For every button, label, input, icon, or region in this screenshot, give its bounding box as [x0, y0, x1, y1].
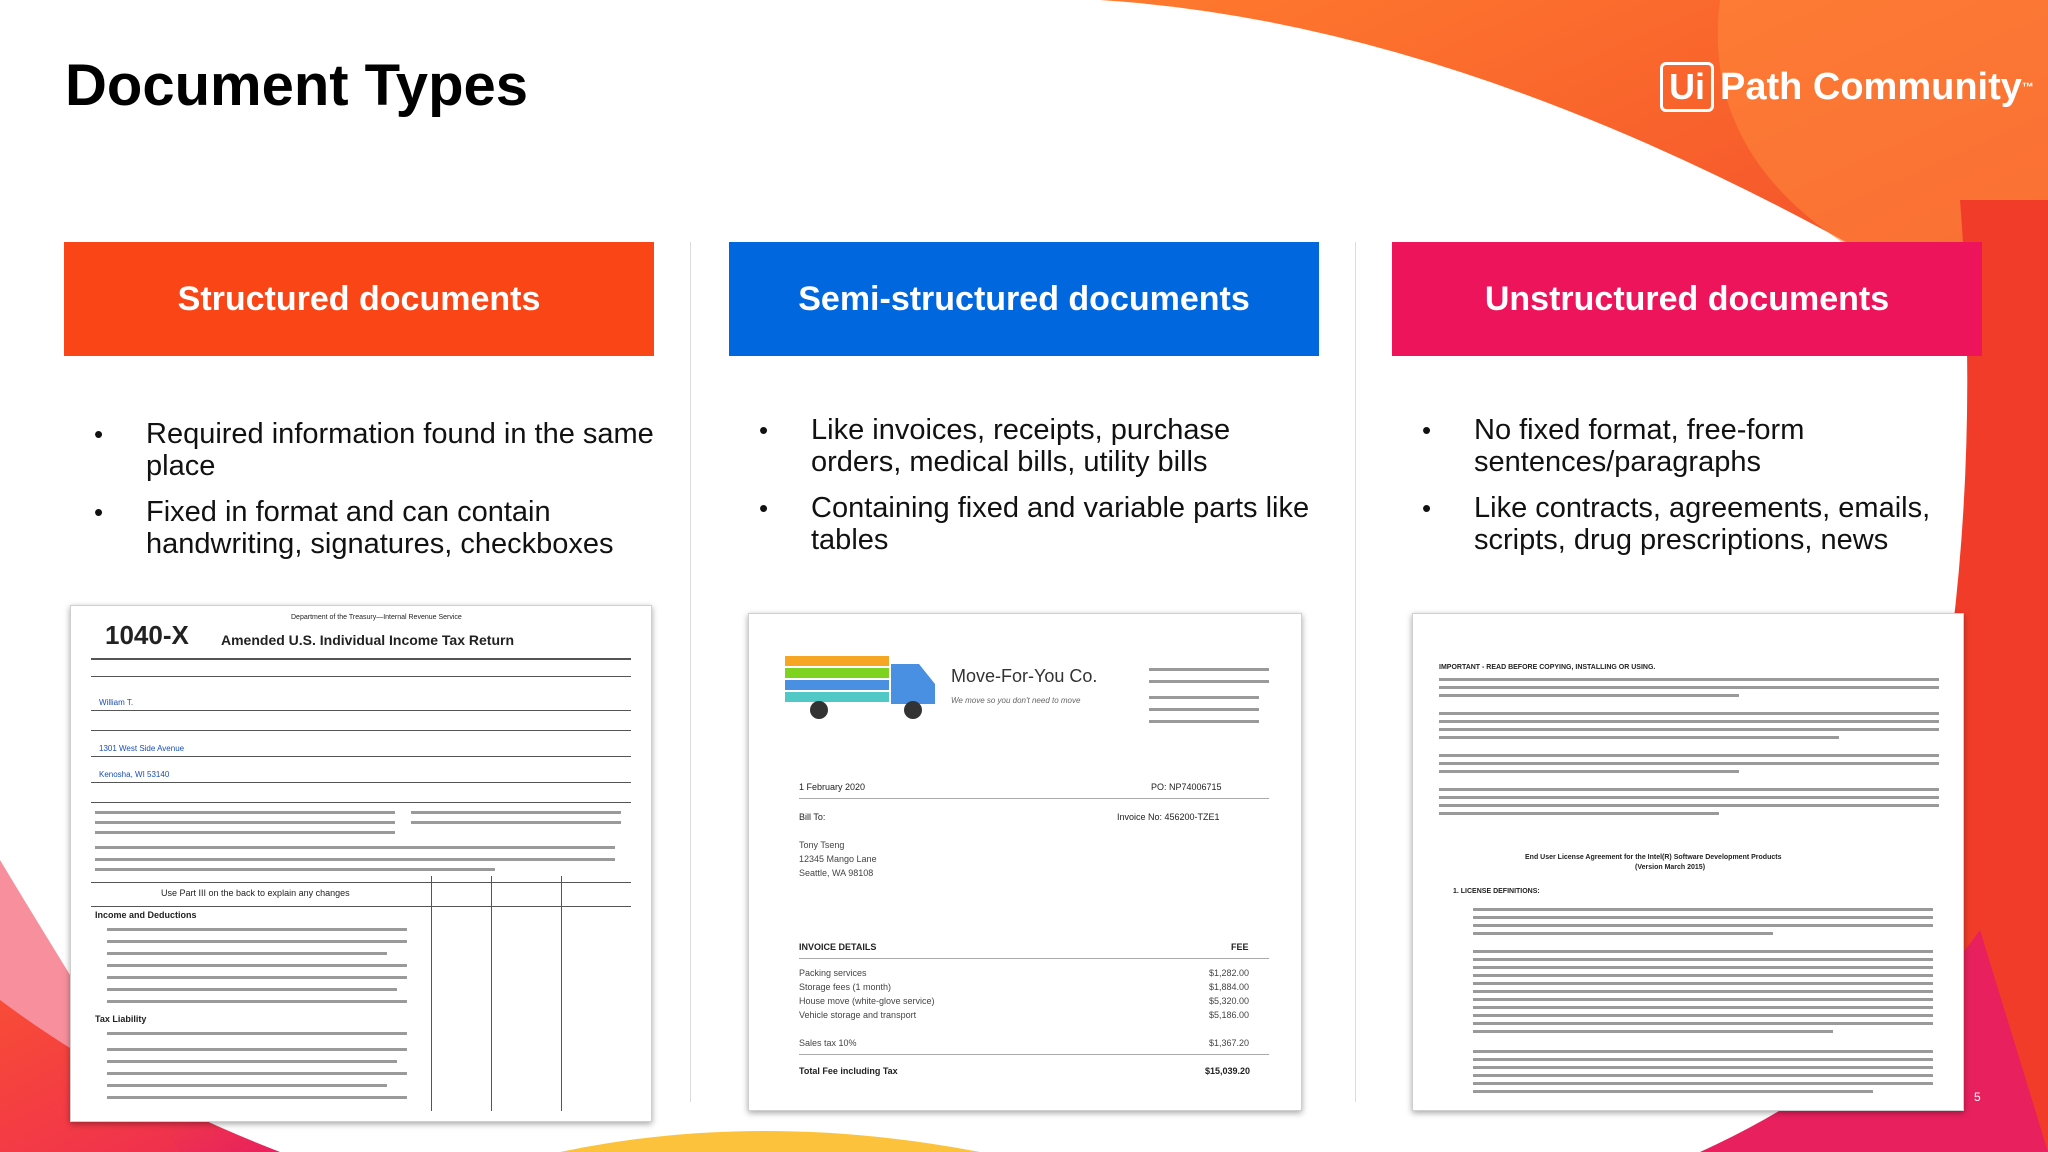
contract-section: 1. LICENSE DEFINITIONS: — [1453, 888, 1540, 895]
invoice-total-fee: $15,039.20 — [1205, 1066, 1251, 1076]
invoice-item-fee: $5,186.00 — [1209, 1010, 1250, 1020]
column-unstructured — [1392, 242, 1982, 556]
invoice-fee-header: FEE — [1231, 942, 1249, 952]
taxpayer-city: Kenosha, WI 53140 — [99, 770, 170, 779]
bullet-list-structured — [94, 418, 654, 574]
form-section-tax: Tax Liability — [95, 1014, 147, 1024]
column-structured — [64, 242, 654, 560]
invoice-date: 1 February 2020 — [799, 782, 866, 792]
form-department: Department of the Treasury—Internal Revenue Service — [291, 614, 462, 621]
invoice-item-desc: Vehicle storage and transport — [799, 1010, 917, 1020]
invoice-item-desc: House move (white-glove service) — [799, 996, 935, 1006]
invoice-po: PO: NP74006715 — [1151, 782, 1222, 792]
column-divider — [690, 242, 691, 1102]
bullet-item: • No fixed format, free-form sentences/paragraphs — [1422, 414, 1982, 478]
invoice-item-fee: $5,320.00 — [1209, 996, 1250, 1006]
header-unstructured: Unstructured documents — [1392, 242, 1982, 356]
bullet-item: • Like contracts, agreements, emails, scripts, drug prescriptions, news — [1422, 492, 1982, 556]
invoice-company: Move-For-You Co. — [951, 666, 1098, 686]
contract-heading: IMPORTANT - READ BEFORE COPYING, INSTALLING OR USING. — [1439, 664, 1656, 671]
form-id: 1040-X — [105, 620, 189, 650]
invoice-sales-tax: Sales tax 10% — [799, 1038, 857, 1048]
logo-trademark: ™ — [2021, 80, 2034, 94]
bullet-item: • Fixed in format and can contain handwriting, signatures, checkboxes — [94, 496, 654, 560]
contract-image — [1412, 613, 1964, 1111]
invoice-bill-to: Bill To: — [799, 812, 826, 822]
header-semi-structured: Semi-structured documents — [729, 242, 1319, 356]
bullet-list-unstructured — [1422, 414, 1982, 570]
invoice-details-header: INVOICE DETAILS — [799, 942, 877, 952]
uipath-logo-icon: Ui — [1660, 62, 1714, 112]
column-divider — [1355, 242, 1356, 1102]
bullet-item: • Like invoices, receipts, purchase orders, medical bills, utility bills — [759, 414, 1319, 478]
invoice-item-fee: $1,282.00 — [1209, 968, 1250, 978]
invoice-number: Invoice No: 456200-TZE1 — [1117, 812, 1220, 822]
invoice-customer-line: Seattle, WA 98108 — [799, 868, 874, 878]
invoice-customer-line: 12345 Mango Lane — [799, 854, 877, 864]
bullet-item: • Containing fixed and variable parts like tables — [759, 492, 1319, 556]
truck-icon — [785, 650, 941, 724]
form-use-part: Use Part III on the back to explain any changes — [161, 888, 350, 898]
invoice-customer-line: Tony Tseng — [799, 840, 845, 850]
form-section-income: Income and Deductions — [95, 910, 197, 920]
bullet-list-semi-structured — [759, 414, 1319, 570]
logo-text: Path Community — [1720, 65, 2022, 108]
bullet-item: • Required information found in the same place — [94, 418, 654, 482]
invoice-item-fee: $1,884.00 — [1209, 982, 1250, 992]
invoice-image — [748, 613, 1302, 1111]
contract-title: End User License Agreement for the Intel(R) Software Development Products — [1525, 854, 1782, 861]
invoice-tagline: We move so you don't need to move — [951, 696, 1081, 705]
invoice-sales-tax-fee: $1,367.20 — [1209, 1038, 1250, 1048]
taxpayer-address: 1301 West Side Avenue — [99, 744, 185, 753]
header-structured: Structured documents — [64, 242, 654, 356]
uipath-community-logo — [1660, 62, 2034, 112]
taxpayer-name: William T. — [99, 698, 134, 707]
tax-form-image — [70, 605, 652, 1122]
page-number: 5 — [1974, 1090, 1981, 1104]
invoice-total: Total Fee including Tax — [799, 1066, 898, 1076]
invoice-item-desc: Storage fees (1 month) — [799, 982, 892, 992]
invoice-item-desc: Packing services — [799, 968, 867, 978]
contract-version: (Version March 2015) — [1635, 864, 1706, 871]
form-title: Amended U.S. Individual Income Tax Return — [221, 632, 515, 648]
column-semi-structured — [729, 242, 1319, 556]
slide-title: Document Types — [65, 53, 529, 118]
